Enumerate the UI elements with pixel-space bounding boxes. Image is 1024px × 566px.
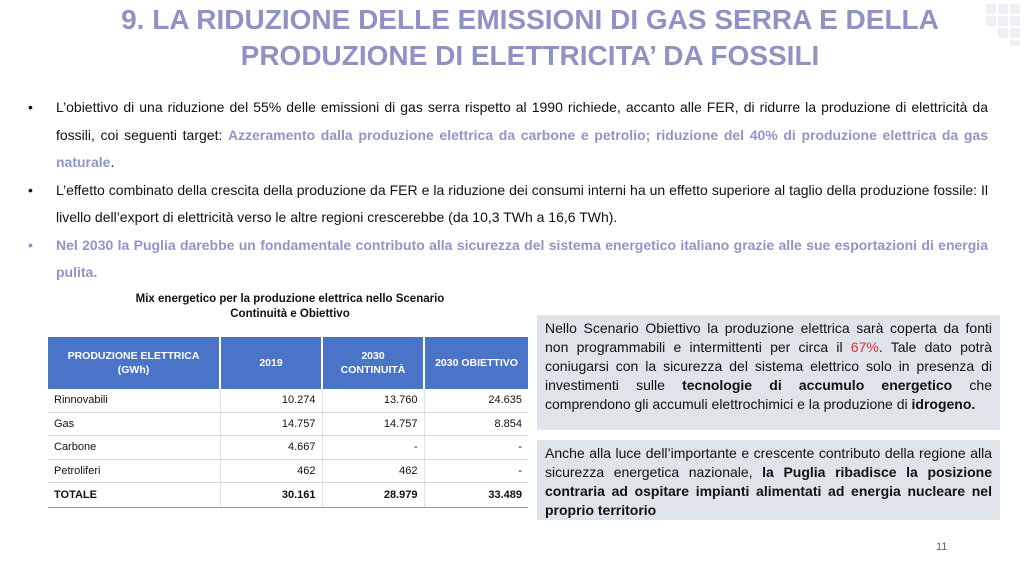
- table-cell: 13.760: [322, 389, 424, 412]
- header-production: PRODUZIONE ELETTRICA (GWh): [48, 337, 220, 389]
- bullet-dot: •: [28, 181, 33, 198]
- table-cell: 8.854: [424, 412, 528, 436]
- table-cell: 14.757: [220, 412, 322, 436]
- bullet-item-1: [22, 94, 988, 177]
- table-cell: -: [322, 436, 424, 460]
- table-cell: 33.489: [424, 483, 528, 508]
- header-2030-obiettivo: 2030 OBIETTIVO: [424, 337, 528, 389]
- bullet-item-2: [22, 177, 988, 232]
- bullet-1-accent: Azzeramento dalla produzione elettrica da carbone e petrolio; riduzione del 40% di produzione elettrica da gas naturale: [56, 126, 988, 170]
- slide-title: [60, 2, 1000, 74]
- box1-bold-2: idrogeno.: [911, 396, 976, 412]
- table-header-row: [48, 337, 528, 389]
- header-2030-continuita: 2030 CONTINUITÀ: [322, 337, 424, 389]
- table-cell: 14.757: [322, 412, 424, 436]
- bullet-1-text: L’obiettivo di una riduzione del 55% delle emissioni di gas serra rispetto al 1990 richiede, accanto alle FER, di ridurre la produzione di elettricità da fossili, coi seguenti target:: [56, 99, 988, 143]
- title-line-1: 9. LA RIDUZIONE DELLE EMISSIONI DI GAS SERRA E DELLA: [121, 4, 939, 35]
- bullet-dot: •: [28, 99, 33, 115]
- decorative-squares-icon: [986, 4, 1020, 48]
- table-row: [48, 389, 528, 412]
- table-caption-line-1: Mix energetico per la produzione elettrica nello Scenario: [135, 293, 445, 305]
- table-cell: 462: [322, 459, 424, 483]
- page-number: 11: [936, 541, 948, 553]
- bullet-dot: •: [28, 236, 33, 253]
- table-row: [48, 459, 528, 483]
- table-cell: Petroliferi: [48, 459, 220, 483]
- table-cell: Rinnovabili: [48, 389, 220, 412]
- bullet-2-text: L’effetto combinato della crescita della produzione da FER e la riduzione dei consumi interni ha un effetto superiore al taglio della produzione fossile: Il livello dell’export di elettricità verso le altre regioni crescerebbe (da 10,3 TWh a 16,6 TWh).: [56, 181, 988, 225]
- table-cell: Gas: [48, 412, 220, 436]
- box1-bold-1: tecnologie di accumulo energetico: [682, 377, 953, 393]
- table-cell: 4.667: [220, 436, 322, 460]
- box1-text-1: Nello Scenario Obiettivo la produzione elettrica sarà coperta da fonti non programmabili e intermittenti per circa il: [545, 320, 992, 355]
- box1-percentage: 67%: [850, 339, 879, 355]
- table-cell: 28.979: [322, 483, 424, 508]
- table-cell: 24.635: [424, 389, 528, 412]
- nuclear-position-box: [537, 440, 1000, 520]
- table-caption-line-2: Continuità e Obiettivo: [230, 308, 350, 320]
- bullet-list: [22, 94, 988, 287]
- table-cell: 10.274: [220, 389, 322, 412]
- table-row: [48, 436, 528, 460]
- box1-text-2: . Tale dato potrà coniugarsi con la sicurezza del sistema elettrico solo in presenza di investimenti sulle: [545, 339, 992, 393]
- title-line-2: PRODUZIONE DI ELETTRICITA’ DA FOSSILI: [240, 40, 820, 71]
- bullet-3-text: Nel 2030 la Puglia darebbe un fondamentale contributo alla sicurezza del sistema energetico italiano grazie alle sue esportazioni di energia pulita.: [56, 236, 988, 280]
- table-total-row: [48, 483, 528, 508]
- table-cell: -: [424, 459, 528, 483]
- scenario-obiettivo-box: [537, 315, 1000, 430]
- box2-bold: la Puglia ribadisce la posizione contraria ad ospitare impianti alimentati ad energia nucleare nel proprio territorio: [545, 464, 992, 518]
- table-row: [48, 412, 528, 436]
- table-cell: 30.161: [220, 483, 322, 508]
- table-cell: TOTALE: [48, 483, 220, 508]
- header-2019: 2019: [220, 337, 322, 389]
- table-cell: -: [424, 436, 528, 460]
- bullet-item-3: [22, 232, 988, 287]
- table-caption: [100, 292, 480, 322]
- table-cell: 462: [220, 459, 322, 483]
- bullet-1-end: .: [110, 154, 115, 170]
- table-cell: Carbone: [48, 436, 220, 460]
- box2-text: Anche alla luce dell’importante e crescente contributo della regione alla sicurezza energetica nazionale,: [545, 445, 992, 480]
- energy-mix-table: [48, 337, 528, 508]
- box1-text-3: che comprendono gli accumuli elettrochimici e la produzione di: [545, 377, 992, 412]
